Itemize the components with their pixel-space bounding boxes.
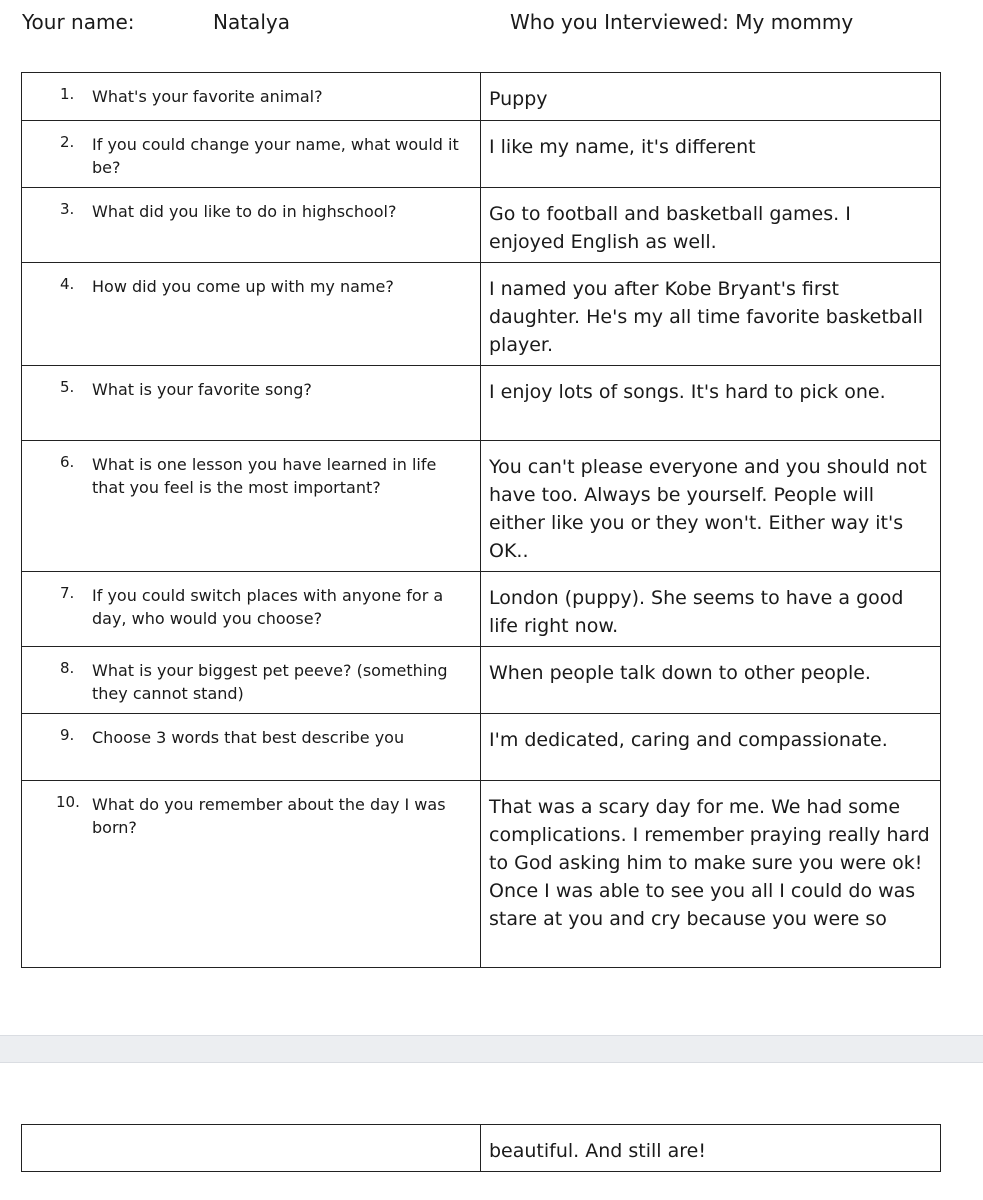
answer-cell (481, 366, 941, 441)
question-number: 1. (60, 85, 75, 103)
question-text: If you could switch places with anyone for a day, who would you choose? (92, 586, 444, 628)
question-number: 5. (60, 378, 75, 396)
question-text: What did you like to do in highschool? (92, 202, 397, 221)
table-row (22, 781, 941, 968)
question-text: What is one lesson you have learned in life that you feel is the most important? (92, 455, 437, 497)
answer-cell (481, 121, 941, 188)
answer-text: I'm dedicated, caring and compassionate. (489, 729, 888, 751)
answer-cell (481, 572, 941, 647)
question-number: 3. (60, 200, 75, 218)
answer-text: I enjoy lots of songs. It's hard to pick one. (489, 381, 886, 403)
question-cell (22, 714, 481, 781)
table-row (22, 572, 941, 647)
table-row (22, 188, 941, 263)
question-text: How did you come up with my name? (92, 277, 394, 296)
answer-text: I named you after Kobe Bryant's first daughter. He's my all time favorite basketball player. (489, 278, 924, 356)
answer-text: Puppy (489, 88, 548, 110)
table-row (22, 263, 941, 366)
question-text: What is your biggest pet peeve? (something they cannot stand) (92, 661, 448, 703)
question-cell (22, 572, 481, 647)
question-cell (22, 366, 481, 441)
question-number: 6. (60, 453, 75, 471)
question-text: If you could change your name, what would it be? (92, 135, 459, 177)
table-row (22, 647, 941, 714)
continuation-table (21, 1124, 941, 1172)
question-cell (22, 441, 481, 572)
answer-cell (481, 714, 941, 781)
name-label: Your name: (22, 10, 135, 34)
answer-text: You can't please everyone and you should not have too. Always be yourself. People will either like you or they won't. Either way it's OK.. (489, 456, 927, 562)
question-text: What is your favorite song? (92, 380, 312, 399)
question-cell (22, 73, 481, 121)
answer-text: beautiful. And still are! (489, 1140, 706, 1162)
question-number: 8. (60, 659, 75, 677)
answer-cell (481, 441, 941, 572)
question-number: 4. (60, 275, 75, 293)
page-break (0, 1035, 983, 1063)
table-row (22, 714, 941, 781)
table-row (22, 121, 941, 188)
question-number: 7. (60, 584, 75, 602)
answer-cell (481, 73, 941, 121)
answer-text: When people talk down to other people. (489, 662, 871, 684)
question-number: 2. (60, 133, 75, 151)
question-number: 9. (60, 726, 75, 744)
answer-text: That was a scary day for me. We had some complications. I remember praying really hard to God asking him to make sure you were ok! Once I was able to see you all I could do was stare at you and cry because you were so (489, 796, 930, 930)
answer-text: I like my name, it's different (489, 136, 756, 158)
interviewee-label: Who you Interviewed: My mommy (510, 10, 854, 34)
table-row (22, 1125, 941, 1172)
answer-cell (481, 647, 941, 714)
student-name: Natalya (213, 10, 290, 34)
answer-cell (481, 263, 941, 366)
question-cell (22, 263, 481, 366)
question-cell (22, 188, 481, 263)
question-cell (22, 121, 481, 188)
answer-text: London (puppy). She seems to have a good life right now. (489, 587, 904, 637)
answer-cell (481, 1125, 941, 1172)
question-cell (22, 647, 481, 714)
answer-text: Go to football and basketball games. I enjoyed English as well. (489, 203, 851, 253)
question-cell-empty (22, 1125, 481, 1172)
table-row (22, 441, 941, 572)
interview-table (21, 72, 941, 968)
question-cell (22, 781, 481, 968)
answer-cell (481, 188, 941, 263)
question-number: 10. (56, 793, 80, 811)
table-row (22, 73, 941, 121)
question-text: What's your favorite animal? (92, 87, 323, 106)
answer-cell (481, 781, 941, 968)
question-text: Choose 3 words that best describe you (92, 728, 405, 747)
question-text: What do you remember about the day I was born? (92, 795, 446, 837)
table-row (22, 366, 941, 441)
